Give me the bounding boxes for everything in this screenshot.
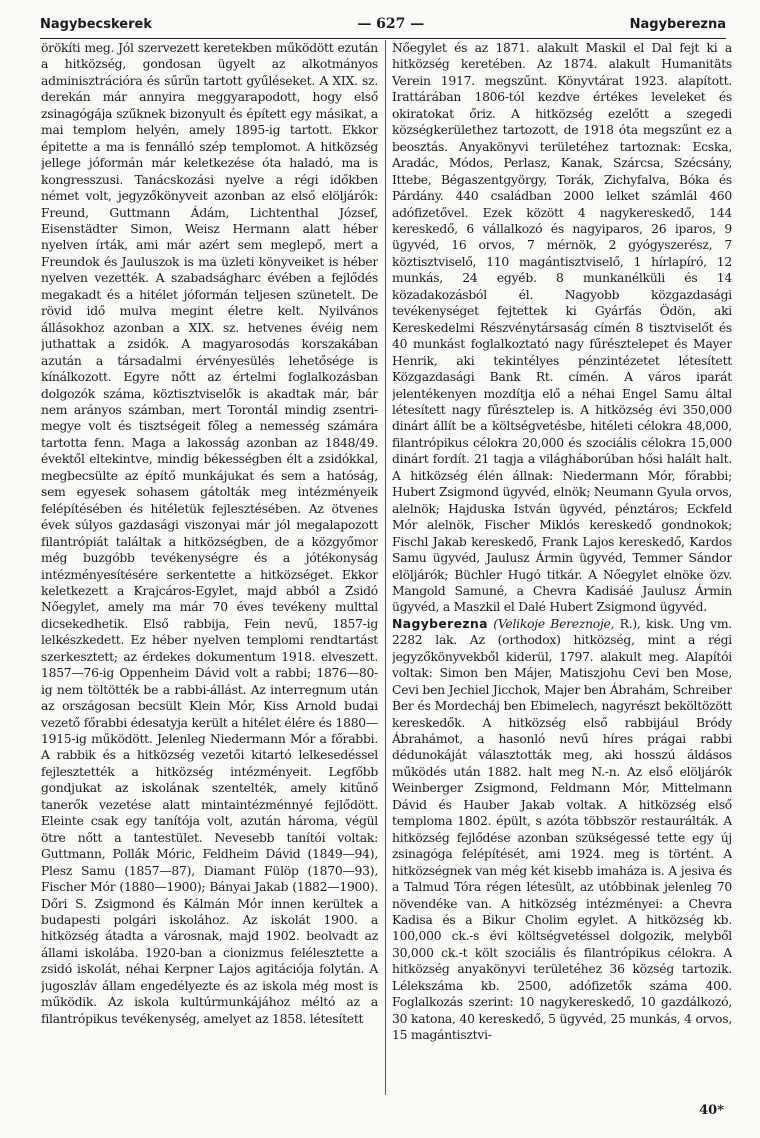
right-column-text: Nőegylet és az 1871. alakult Maskil el Dal fejt ki a hitközség keretében. Az 1874. alakult Humanitäts Verein 1917. megszűnt. Könyvtárat 1923. alapított. Irattárában 1806-tól kezdve értékes leveleket és okiratokat őriz. A hitközség ezelőtt a szegedi községkerülethez tartozott, de 1918 óta megszűnt ez a beosztás. Anyakönyvi területéhez tartoznak: Ecska, Aradác, Módos, Perlasz, Kanak, Szárcsa, Szécsány, Ittebe, Bégaszentgyörgy, Torák, Zichyfalva, Bóka és Párdány. 440 családban 2000 lelket számlál 460 adófizetővel. Ezek között 4 nagykereskedő, 144 kereskedő, 6 vállalkozó és nagyiparos, 26 iparos, 9 ügyvéd, 16 orvos, 7 mérnök, 2 gyógyszerész, 7 köztisztviselő, 110 magántisztviselő, 1 hírlapíró, 12 munkás, 24 egyéb. 8 munkanélküli és 14 közadakozásból él. Nagyobb közgazdasági tevékenységet fejtettek ki Gyárfás Ödön, aki Kereskedelmi Részvénytársaság címén 8 tisztviselőt és 40 munkást foglalkoztató nagy fűrésztelepet és Mayer Henrik, aki tekintélyes pénzintézetet létesített Közgazdasági Bank Rt. címén. A város iparát jelentékenyen mozdítja elő a néhai Engel Samu által létesített nagy fűrésztelep is. A hitközség évi 350,000 dinárt állít be a költségvetésbe, hitéleti célokra 48,000, filantrópikus célokra 20,000 és szociális célokra 15,000 dinárt fordít. 21 tagja a világháborúban hősi halált halt. A hitközség élén állnak: Niedermann Mór, főrabbi; Hubert Zsigmond ügyvéd, elnök; Neumann Gyula orvos, alelnök; Hajduska István ügyvéd, pénztáros; Eckfeld Mór alelnök, Fischer Miklós kereskedő gondnokok; Fischl Jakab kereskedő, Frank Lajos kereskedő, Kardos Samu ügyvéd, Jaulusz Ármin ügyvéd, Temmer Sándor elöljárók; Büchler Hugó titkár. A Nőegylet elnöke özv. Mangold Samuné, a Chevra Kadisáé Jaulusz Ármin ügyvéd, a Maszkil el Dalé Hubert Zsigmond ügyvéd. [392, 41, 732, 615]
column-divider [385, 40, 386, 1095]
header-right-entry: Nagyberezna [629, 16, 726, 32]
left-column-text: örökíti meg. Jól szervezett keretekben működött ezután a hitközség, gondosan ügyelt az alkotmányos adminisztrációra és sűrűn tartott gyűléseket. A XIX. sz. derekán már annyira meggyarapodott, hogy első zsinagógája szűknek bizonyult és épített egy másikat, a mai templom helyén, amely 1895-ig tartott. Ekkor épitette a ma is fennálló szép templomot. A hitközség jellege jóformán már keletkezése óta haladó, ma is kongresszusi. Tanácskozási nyelve a régi időkben német volt, jegyzőkönyveit azonban az első elöljárók: Freund, Guttmann Ádám, Lichtenthal József, Eisenstädter Simon, Weisz Hermann alatt héber nyelven írták, ami már azért sem meglepő, mert a Freundok és Jauluszok is ma üzleti könyveiket is héber nyelven vezették. A szabadságharc évében a fejlődés megakadt és a hitélet jóformán teljesen szünetelt. De rövid idő mulva megint életre kelt. Nyilvános állásokhoz azonban a XIX. sz. hetvenes évéig nem juthattak a zsidók. A magyarosodás korszakában azután a társadalmi érvényesülés lehetősége is kínálkozott. Egyre nőtt az értelmi foglalkozásban dolgozók száma, köztisztviselők is akadtak már, bár nem arányos számban, mert Torontál mindig zsentri-megye volt és tisztségeit főleg a nemesség számára tartotta fenn. Maga a lakosság azonban az 1848/49. évektől eltekintve, mindig békességben élt a zsidókkal, megbecsülte az építő munkájukat és sem a hatóság, sem egyesek sohasem gátolták meg intézményeik felépítésében és hitéletük fejlesztésében. Az ötvenes évek súlyos gazdasági viszonyai már jól megalapozott filantrópiát találtak a hitközségben, de a közgyőmor még buzgóbb tevékenységre és a jótékonyság intézményesítésére serkentette a hitközséget. Ekkor keletkezett a Krajcáros-Egylet, majd abból a Zsidó Nőegylet, amely ma már 70 éves tevékeny multtal dicsekedhetik. Első rabbija, Fein nevű, 1857-ig lelkészkedett. Ez héber nyelven templomi rendtartást szerkesztett; az érdekes dokumentum 1918. elveszett. 1857—76-ig Oppenheim Dávid volt a rabbi; 1876—80-ig nem töltötték be a rabbi-állást. Az interregnum után az országosan becsült Klein Mór, Kiss Arnold budai vezető főrabbi édesatyja került a hitélet élére és 1880—1915-ig működött. Jelenleg Niedermann Mór a főrabbi. A rabbik és a hitközség vezetői kitartó lelkesedéssel fejlesztették a hitközség intézményeit. Legfőbb gondjukat az iskolának szentelték, amely kitűnő tanerők vezetése alatt mintaintézménnyé fejlődött. Eleinte csak egy tanítója volt, azután hároma, végül ötre nőtt a tantestület. Nevesebb tanítói voltak: Guttmann, Pollák Móric, Feldheim Dávid (1849—94), Plesz Samu (1857—87), Diamant Fülöp (1870—93), Fischer Mór (1880—1900); Bányai Jakab (1882—1900). Dőri S. Zsigmond és Kálmán Mór innen kerültek a budapesti polgári iskolához. Az iskolát 1900. a hitközség átadta a városnak, majd 1902. beolvadt az állami iskolába. 1920-ban a cionizmus felélesztette a zsidó iskolát, néhai Kerpner Lajos agitációja folytán. A jugoszláv állam engedélyezte és az iskola még most is működik. Az iskola kultúrmunkájához méltó az a filantrópikus tevékenység, amelyet az 1858. létesített [41, 41, 378, 1026]
header-left-entry: Nagybecskerek [40, 16, 152, 32]
entry-paragraph [392, 616, 732, 1044]
signature-mark: 40* [699, 1103, 724, 1118]
entry-body: R.), kisk. Ung vm. 2282 lak. Az (orthodox) hitközség, mint a régi jegyzőkönyvekből kiderül, 1797. alakult meg. Alapítói voltak: Simon ben Májer, Matiszjohu Cevi ben Mose, Cevi ben Jechiel Jicchok, Majer ben Ábrahám, Schreiber Ber és Mordecháj ben Ebimelech, nagyrészt beköltözött kereskedők. A hitközség első rabbijául Bródy Ábrahámot, a hasonló nevű híres prágai rabbi dédunokáját választották meg, aki hosszú áldásos működés után 1882. halt meg N.-n. Az első elöljárók Weinberger Zsigmond, Feldmann Mór, Mittelmann Dávid és Hauber Jakab voltak. A hitközség első temploma 1802. épült, s azóta többször restaurálták. A hitközség fejlődése azonban szükségessé tette egy új zsinagóga felépítését, ami 1924. meg is történt. A hitközségnek van még két kisebb imaháza is. A jesiva és a Talmud Tóra régen létesült, az utóbbinak jelenleg 70 növendéke van. A hitközség intézményei: a Chevra Kadisa és a Bikur Cholim egylet. A hitközség kb. 100,000 ck.-s évi költségvetéssel dolgozik, melyből 30,000 ck.-t költ szociális és filantrópikus célokra. A hitközség anyakönyvi területéhez 36 község tartozik. Lélekszáma kb. 2500, adófizetők száma 400. Foglalkozás szerint: 10 nagykereskedő, 10 gazdálkozó, 30 katona, 40 kereskedő, 5 ügyvéd, 25 munkás, 4 orvos, 15 magántisztvi- [392, 616, 732, 1043]
page-number: — 627 — [357, 16, 425, 32]
entry-heading: Nagyberezna [392, 616, 488, 631]
entry-alternate-name: (Velikoje Bereznoje, [493, 616, 615, 631]
running-header [40, 12, 726, 39]
left-column [41, 40, 378, 1095]
right-column [392, 40, 732, 1095]
